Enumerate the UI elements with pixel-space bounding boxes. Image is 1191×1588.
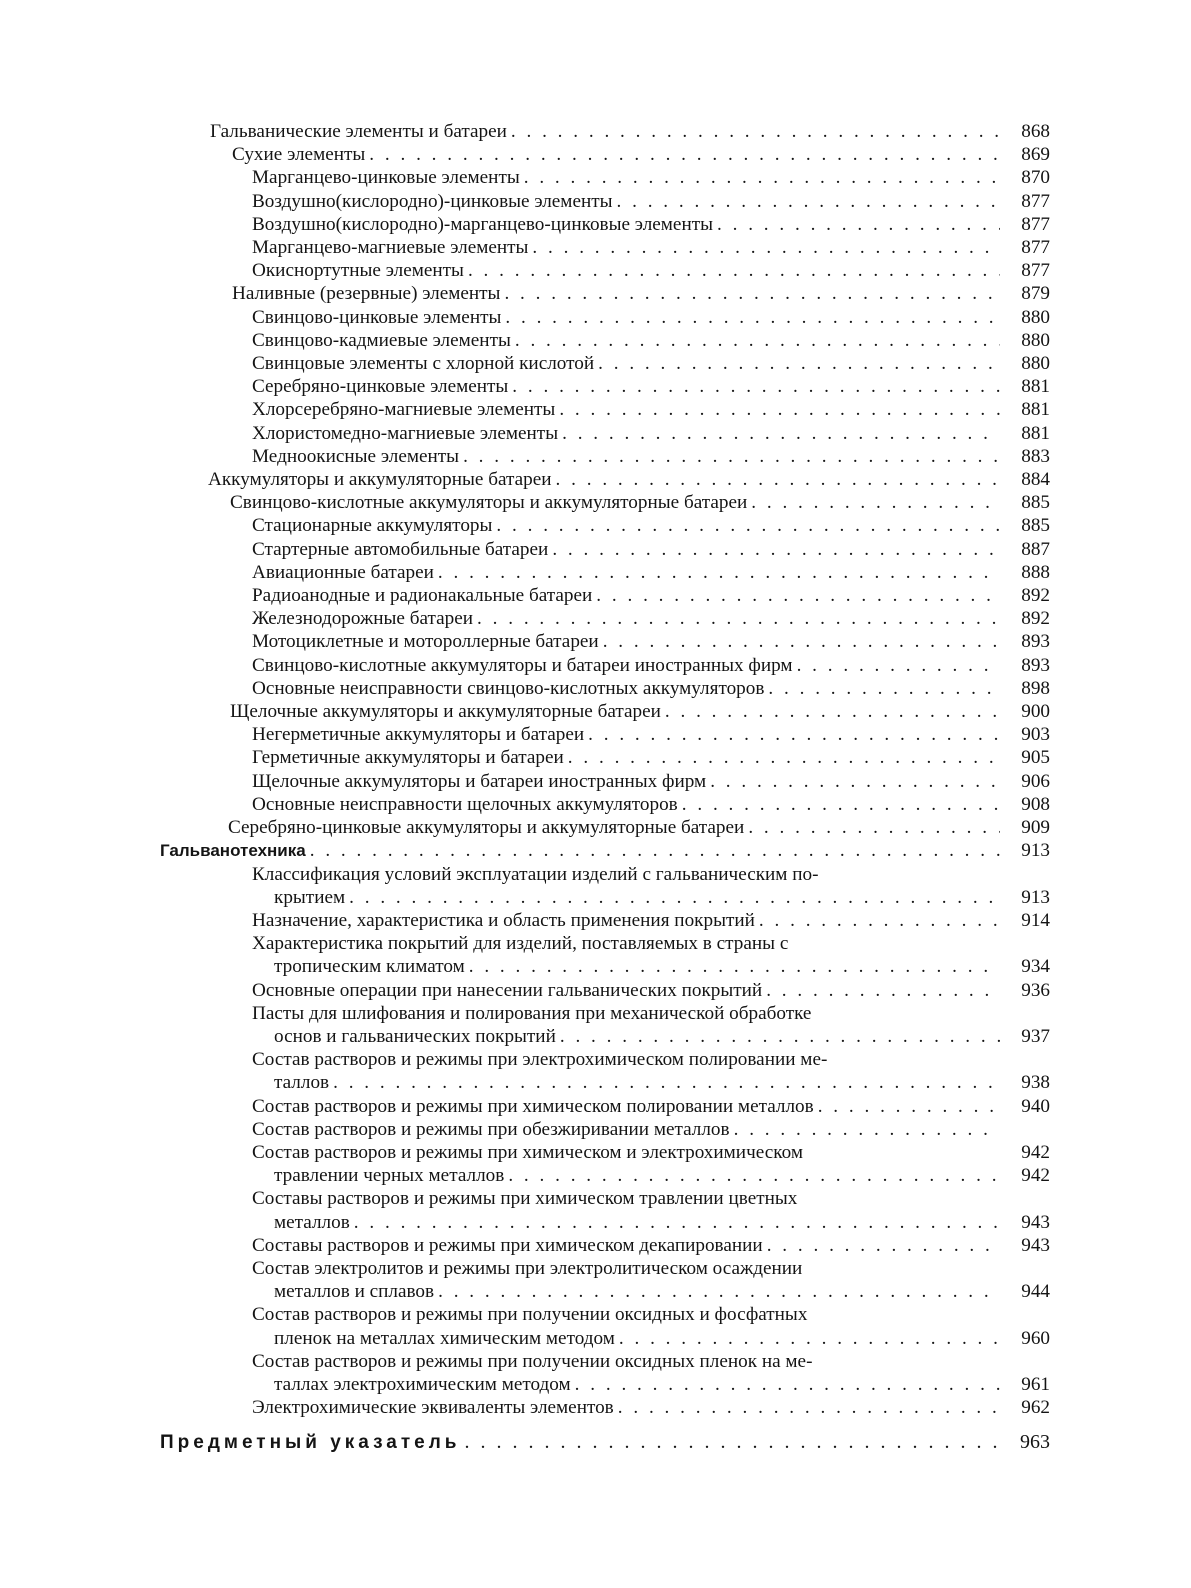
toc-entry-title-line1: Состав растворов и режимы при химическом и электрохимическом xyxy=(252,1141,803,1163)
toc-entry xyxy=(160,1257,1050,1303)
toc-entry-page: 938 xyxy=(1021,1072,1050,1094)
dot-leader xyxy=(768,677,1000,700)
dot-leader xyxy=(354,1211,1000,1234)
toc-entry-title-line2: таллов xyxy=(274,1072,330,1094)
toc-entry xyxy=(160,1234,1050,1257)
toc-entry-title: Герметичные аккумуляторы и батареи xyxy=(252,747,564,769)
toc-entry-page: 900 xyxy=(1021,701,1050,723)
toc-entry-page: 961 xyxy=(1021,1373,1050,1395)
toc-entry-title: Составы растворов и режимы при химическом декапировании xyxy=(252,1234,763,1256)
dot-leader xyxy=(333,1071,1000,1094)
toc-entry-page: 944 xyxy=(1021,1281,1050,1303)
toc-entry-title-line1: Состав растворов и режимы при получении оксидных пленок на ме- xyxy=(252,1350,813,1372)
toc-entry-title-line1: Пасты для шлифования и полирования при механической обработке xyxy=(252,1002,812,1024)
toc-entry xyxy=(160,584,1050,607)
toc-entry xyxy=(160,863,1050,909)
toc-entry xyxy=(160,816,1050,839)
toc-entry-page: 892 xyxy=(1021,608,1050,630)
toc-entry-page: 881 xyxy=(1021,422,1050,444)
toc-entry-title: Марганцево-цинковые элементы xyxy=(252,167,520,189)
toc-entry xyxy=(160,306,1050,329)
toc-entry xyxy=(160,700,1050,723)
toc-entry-page: 942 xyxy=(1021,1141,1050,1163)
toc-entry xyxy=(160,654,1050,677)
toc-entry-page: 937 xyxy=(1021,1025,1050,1047)
dot-leader xyxy=(748,816,1000,839)
dot-leader xyxy=(438,1280,1000,1303)
toc-entry-page: 962 xyxy=(1021,1397,1050,1419)
toc-entry-page: 868 xyxy=(1021,121,1050,142)
dot-leader xyxy=(766,979,1000,1002)
toc-entry-page: 877 xyxy=(1021,213,1050,235)
toc-entry xyxy=(160,909,1050,932)
toc-entry-title: Окиснортутные элементы xyxy=(252,260,464,282)
toc-entry xyxy=(160,120,1050,143)
toc-entry-title-line2: тропическим климатом xyxy=(274,956,465,978)
toc-entry-page: 942 xyxy=(1021,1165,1050,1187)
toc-entry-title: Марганцево-магниевые элементы xyxy=(252,237,529,259)
toc-entry xyxy=(160,630,1050,653)
dot-leader xyxy=(665,700,1000,723)
dot-leader xyxy=(349,886,1000,909)
toc-entry-title: Основные неисправности свинцово-кислотных аккумуляторов xyxy=(252,677,765,699)
toc-entry xyxy=(160,468,1050,491)
toc-entry-title: Свинцово-цинковые элементы xyxy=(252,306,502,328)
toc-entry-page: 893 xyxy=(1021,631,1050,653)
dot-leader xyxy=(438,561,1000,584)
toc-entry-page: 905 xyxy=(1021,747,1050,769)
toc-entry-page: 869 xyxy=(1021,144,1050,166)
toc-entry xyxy=(160,1002,1050,1048)
toc-entry-title-line2: травлении черных металлов xyxy=(274,1165,505,1187)
dot-leader xyxy=(619,1327,1000,1350)
toc-entry xyxy=(160,746,1050,769)
toc-entry-title-line2: таллах электрохимическим методом xyxy=(274,1373,571,1395)
toc-entry-title: Мотоциклетные и мотороллерные батареи xyxy=(252,631,599,653)
toc-entry-title: Электрохимические эквиваленты элементов xyxy=(252,1397,614,1419)
toc-entry-title-line1: Составы растворов и режимы при химическом травлении цветных xyxy=(252,1188,798,1210)
toc-section-title: Гальванотехника xyxy=(160,841,306,861)
toc-entry xyxy=(160,1095,1050,1118)
toc-entry xyxy=(160,1303,1050,1349)
toc-entry-title-line1: Состав растворов и режимы при электрохимическом полировании ме- xyxy=(252,1049,828,1071)
toc-entry-title: Авиационные батареи xyxy=(252,561,434,583)
toc-entry-title: Стартерные автомобильные батареи xyxy=(252,538,549,560)
toc-entry xyxy=(160,329,1050,352)
toc-entry xyxy=(160,561,1050,584)
toc-entry xyxy=(160,375,1050,398)
toc-entry-page: 870 xyxy=(1021,167,1050,189)
dot-leader xyxy=(369,143,1000,166)
toc-entry-page: 885 xyxy=(1021,515,1050,537)
toc-entry-page: 960 xyxy=(1021,1327,1050,1349)
dot-leader xyxy=(575,1373,1000,1396)
toc-entry-page: 887 xyxy=(1021,538,1050,560)
dot-leader xyxy=(512,375,1000,398)
dot-leader xyxy=(515,329,1000,352)
toc-entry-title: Радиоанодные и радионакальные батареи xyxy=(252,585,593,607)
toc-entry-page: 881 xyxy=(1021,399,1050,421)
toc-entry-title: Щелочные аккумуляторы и батареи иностранных фирм xyxy=(252,770,707,792)
dot-leader xyxy=(818,1095,1000,1118)
dot-leader xyxy=(603,630,1000,653)
toc-entry-title-line1: Характеристика покрытий для изделий, поставляемых в страны с xyxy=(252,933,789,955)
toc-entry xyxy=(160,352,1050,375)
toc-entry-title: Медноокисные элементы xyxy=(252,445,460,467)
toc-entry-page: 880 xyxy=(1021,353,1050,375)
toc-entry-page: 943 xyxy=(1021,1234,1050,1256)
toc-entry-title-line1: Состав электролитов и режимы при электролитическом осаждении xyxy=(252,1257,803,1279)
toc-entry-page: 934 xyxy=(1021,956,1050,978)
toc-entry-page: 877 xyxy=(1021,260,1050,282)
toc-entry-title-line2: основ и гальванических покрытий xyxy=(274,1025,556,1047)
dot-leader xyxy=(505,306,1000,329)
toc-entry-title: Серебряно-цинковые аккумуляторы и аккумуляторные батареи xyxy=(228,817,745,839)
toc-entry-page: 885 xyxy=(1021,492,1050,514)
toc-entry-page: 877 xyxy=(1021,190,1050,212)
toc-entry-title: Сухие элементы xyxy=(232,144,366,166)
toc-entry xyxy=(160,190,1050,213)
toc-entry-page: 913 xyxy=(1021,886,1050,908)
toc-entry-title: Воздушно(кислородно)-марганцево-цинковые элементы xyxy=(252,213,713,235)
toc-entry xyxy=(160,422,1050,445)
toc-entry-title: Свинцово-кислотные аккумуляторы и аккумуляторные батареи xyxy=(230,492,748,514)
toc-entry-title: Воздушно(кислородно)-цинковые элементы xyxy=(252,190,613,212)
dot-leader xyxy=(463,445,1000,468)
dot-leader xyxy=(552,538,1000,561)
toc-entry xyxy=(160,1187,1050,1233)
index-title: Предметный указатель xyxy=(160,1432,461,1454)
table-of-contents xyxy=(160,120,1050,1455)
toc-entry-title: Назначение, характеристика и область применения покрытий xyxy=(252,909,755,931)
dot-leader xyxy=(797,654,1000,677)
toc-entry-page: 913 xyxy=(1021,840,1050,862)
dot-leader xyxy=(596,584,1000,607)
toc-entry xyxy=(160,259,1050,282)
toc-entry-page: 914 xyxy=(1021,909,1050,931)
toc-entry-page: 936 xyxy=(1021,979,1050,1001)
toc-entry-page: 906 xyxy=(1021,770,1050,792)
toc-entry-title-line2: металлов и сплавов xyxy=(274,1281,435,1303)
toc-entry xyxy=(160,282,1050,305)
toc-entry xyxy=(160,770,1050,793)
toc-entry-page: 883 xyxy=(1021,445,1050,467)
toc-entry xyxy=(160,491,1050,514)
toc-entry-title: Основные операции при нанесении гальванических покрытий xyxy=(252,979,763,1001)
toc-index-entry xyxy=(160,1431,1050,1454)
dot-leader xyxy=(310,839,1000,862)
dot-leader xyxy=(524,166,1000,189)
toc-entry-page: 898 xyxy=(1021,677,1050,699)
toc-entry-title: Хлорсеребряно-магниевые элементы xyxy=(252,399,556,421)
toc-entry-page: 909 xyxy=(1021,817,1050,839)
dot-leader xyxy=(598,352,1000,375)
dot-leader xyxy=(617,190,1000,213)
toc-entry-page: 888 xyxy=(1021,561,1050,583)
toc-entry-page: 903 xyxy=(1021,724,1050,746)
toc-entry-title: Гальванические элементы и батареи xyxy=(210,121,507,142)
toc-entry-page: 892 xyxy=(1021,585,1050,607)
dot-leader xyxy=(588,723,1000,746)
toc-entry-title: Аккумуляторы и аккумуляторные батареи xyxy=(208,469,552,491)
toc-entry-title: Наливные (резервные) элементы xyxy=(232,283,501,305)
toc-entry-page: 940 xyxy=(1021,1095,1050,1117)
toc-entry-title-line2: металлов xyxy=(274,1211,350,1233)
dot-leader xyxy=(559,398,1000,421)
toc-entry-page: 884 xyxy=(1021,469,1050,491)
dot-leader xyxy=(556,468,1000,491)
toc-entry xyxy=(160,1396,1050,1419)
toc-entry xyxy=(160,236,1050,259)
toc-entry xyxy=(160,1141,1050,1187)
toc-entry xyxy=(160,932,1050,978)
dot-leader xyxy=(734,1118,1000,1141)
toc-section xyxy=(160,839,1050,862)
dot-leader xyxy=(568,746,1000,769)
toc-entry-title: Стационарные аккумуляторы xyxy=(252,515,493,537)
toc-entry-title: Хлористомедно-магниевые элементы xyxy=(252,422,559,444)
toc-entry xyxy=(160,514,1050,537)
dot-leader xyxy=(751,491,1000,514)
dot-leader xyxy=(562,422,1000,445)
dot-leader xyxy=(618,1396,1000,1419)
toc-entry-page: 879 xyxy=(1021,283,1050,305)
toc-entry xyxy=(160,213,1050,236)
toc-entry-title: Свинцово-кадмиевые элементы xyxy=(252,329,511,351)
dot-leader xyxy=(759,909,1000,932)
toc-entry-page: 880 xyxy=(1021,329,1050,351)
toc-entry xyxy=(160,677,1050,700)
toc-entry-page: 963 xyxy=(1020,1431,1050,1454)
toc-entry-title: Негерметичные аккумуляторы и батареи xyxy=(252,724,585,746)
toc-entry xyxy=(160,793,1050,816)
toc-entry xyxy=(160,143,1050,166)
toc-entry-page: 877 xyxy=(1021,237,1050,259)
dot-leader xyxy=(710,770,1000,793)
toc-entry-page: 881 xyxy=(1021,376,1050,398)
toc-entry-title: Железнодорожные батареи xyxy=(252,608,474,630)
dot-leader xyxy=(508,1164,1000,1187)
toc-entry xyxy=(160,979,1050,1002)
toc-entry xyxy=(160,723,1050,746)
toc-entry-page: 908 xyxy=(1021,793,1050,815)
toc-entry-title: Состав растворов и режимы при обезжиривании металлов xyxy=(252,1118,730,1140)
dot-leader xyxy=(560,1025,1000,1048)
toc-entry-title: Свинцово-кислотные аккумуляторы и батареи иностранных фирм xyxy=(252,654,793,676)
dot-leader xyxy=(477,607,1000,630)
dot-leader xyxy=(496,514,1000,537)
toc-entry-title: Серебряно-цинковые элементы xyxy=(252,376,509,398)
toc-entry-title-line2: крытием xyxy=(274,886,346,908)
toc-entry xyxy=(160,1048,1050,1094)
toc-entry xyxy=(160,166,1050,189)
toc-entry-title: Свинцовые элементы с хлорной кислотой xyxy=(252,353,595,375)
toc-entry xyxy=(160,607,1050,630)
dot-leader xyxy=(532,236,1000,259)
toc-entry xyxy=(160,1118,1050,1141)
toc-entry xyxy=(160,445,1050,468)
toc-entry xyxy=(160,1350,1050,1396)
toc-entry-title: Основные неисправности щелочных аккумуляторов xyxy=(252,793,678,815)
dot-leader xyxy=(682,793,1000,816)
dot-leader xyxy=(767,1234,1000,1257)
toc-entry xyxy=(160,398,1050,421)
dot-leader xyxy=(469,955,1000,978)
dot-leader xyxy=(504,282,1000,305)
toc-entry-page: 880 xyxy=(1021,306,1050,328)
dot-leader xyxy=(717,213,1000,236)
toc-entry-page: 943 xyxy=(1021,1211,1050,1233)
toc-entry-title: Состав растворов и режимы при химическом полировании металлов xyxy=(252,1095,814,1117)
toc-entry-title-line1: Состав растворов и режимы при получении оксидных и фосфатных xyxy=(252,1304,808,1326)
toc-entry-title-line1: Классификация условий эксплуатации изделий с гальваническим по- xyxy=(252,863,819,885)
dot-leader xyxy=(465,1431,1001,1454)
toc-entry-title-line2: пленок на металлах химическим методом xyxy=(274,1327,615,1349)
toc-entry-title: Щелочные аккумуляторы и аккумуляторные батареи xyxy=(230,701,661,723)
toc-entry xyxy=(160,538,1050,561)
dot-leader xyxy=(511,120,1000,143)
toc-entry-page: 893 xyxy=(1021,654,1050,676)
dot-leader xyxy=(468,259,1000,282)
